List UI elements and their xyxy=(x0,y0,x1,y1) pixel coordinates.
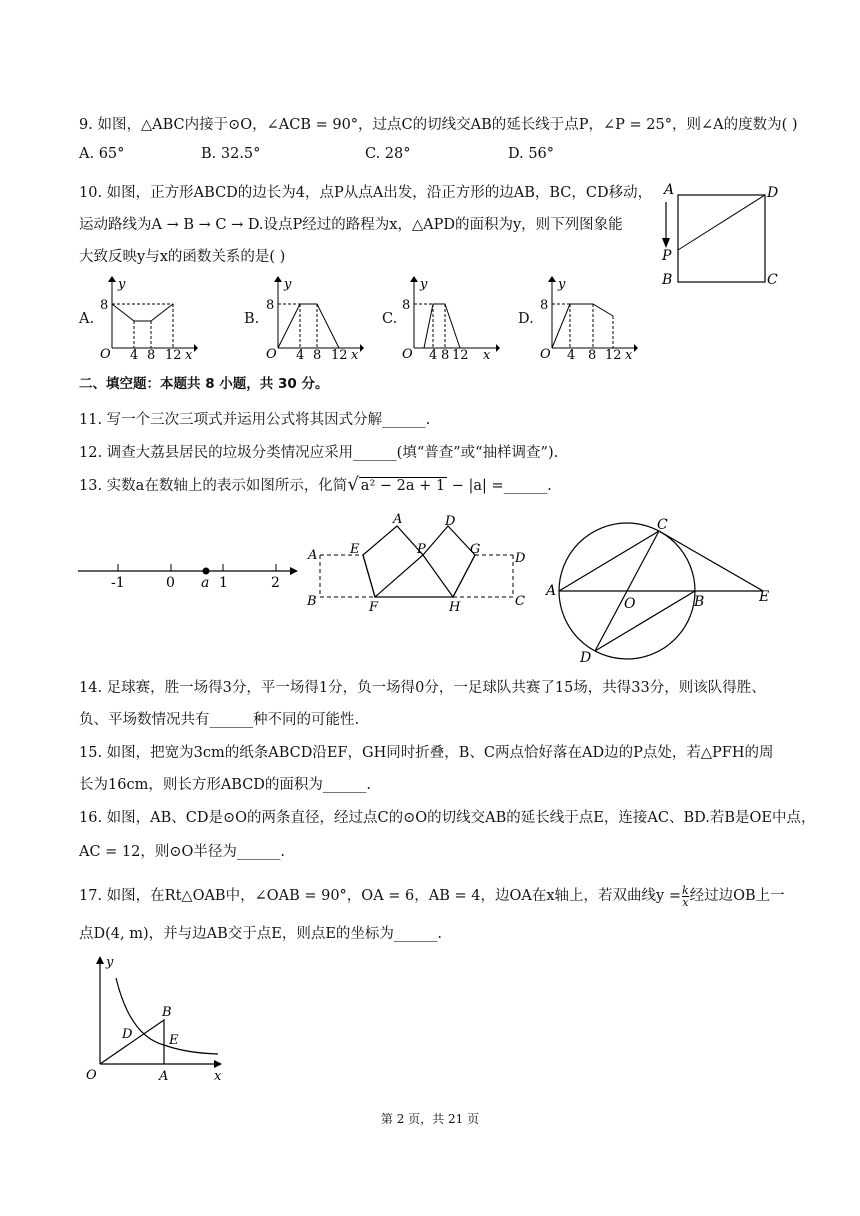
q13-prefix: 13. 实数a在数轴上的表示如图所示，化简 xyxy=(79,478,348,494)
q10-option-c-label: C. xyxy=(382,311,398,327)
ga-o: O xyxy=(100,347,111,360)
gb-t4: 4 xyxy=(296,348,305,360)
section-title-fill-in: 二、填空题：本题共 8 小题，共 30 分。 xyxy=(79,376,329,392)
fold-label-a-top: A xyxy=(393,512,403,527)
question-10-line2: 运动路线为A → B → C → D.设点P经过的路程为x，△APD的面积为y，则下列图象能 xyxy=(79,217,623,233)
q9-option-a: A. 65° xyxy=(79,146,125,162)
sqrt-symbol: √ xyxy=(347,474,359,495)
q13-radicand: a² − 2a + 1 xyxy=(360,478,446,494)
q13-suffix: − |a| =______. xyxy=(447,478,552,494)
circle-label-d: D xyxy=(580,650,592,665)
number-line-figure xyxy=(78,550,300,590)
sq-label-b: B xyxy=(662,272,673,288)
q17-frac-num: k xyxy=(681,883,689,897)
gb-y: y xyxy=(284,277,292,292)
nl-1: 1 xyxy=(219,575,228,590)
gd-x: x xyxy=(625,348,633,360)
question-14-line2: 负、平场数情况共有______种不同的可能性. xyxy=(79,712,360,728)
circle-label-b: B xyxy=(694,594,705,610)
question-16-line1: 16. 如图，AB、CD是⊙O的两条直径，经过点C的⊙O的切线交AB的延长线于点E，连接AC、BD.若B是OE中点， xyxy=(79,810,816,826)
question-15-line2: 长为16cm，则长方形ABCD的面积为______. xyxy=(79,777,372,793)
question-9: 9. 如图，△ABC内接于⊙O，∠ACB = 90°，过点C的切线交AB的延长线于点P，∠P = 25°，则∠A的度数为( ) xyxy=(79,117,798,133)
gc-o: O xyxy=(402,347,413,360)
gd-t12: 12 xyxy=(605,348,622,360)
q17-line1-part-a: 17. 如图，在Rt△OAB中，∠OAB = 90°，OA = 6，AB = 4，边OA在x轴上，若双曲线y = xyxy=(79,888,681,904)
sq-label-d: D xyxy=(767,185,779,201)
graph-a xyxy=(98,276,198,360)
gd-t8: 8 xyxy=(588,348,597,360)
gc-y: y xyxy=(420,277,428,292)
sq-label-a: A xyxy=(664,182,675,198)
fold-label-b: B xyxy=(307,594,317,609)
gb-8: 8 xyxy=(266,298,275,313)
q17-line1-part-b: 经过边OB上一 xyxy=(689,888,785,904)
q9-option-b: B. 32.5° xyxy=(201,146,261,162)
hyp-label-a: A xyxy=(159,1069,169,1084)
gb-o: O xyxy=(266,347,277,360)
fold-label-h: H xyxy=(449,600,461,615)
hyp-label-o: O xyxy=(86,1068,97,1083)
square-figure xyxy=(650,180,790,295)
graph-d xyxy=(538,276,638,360)
gd-y: y xyxy=(558,277,566,292)
gc-t8: 8 xyxy=(441,348,450,360)
question-17-line1 xyxy=(79,884,785,908)
gc-8: 8 xyxy=(402,298,411,313)
gc-t4: 4 xyxy=(429,348,438,360)
q10-option-a-label: A. xyxy=(79,311,95,327)
graph-b xyxy=(264,276,364,360)
gd-8: 8 xyxy=(540,298,549,313)
hyp-label-y: y xyxy=(106,955,114,970)
gd-t4: 4 xyxy=(567,348,576,360)
q9-option-d: D. 56° xyxy=(508,146,555,162)
sq-label-c: C xyxy=(767,272,778,288)
gb-x: x xyxy=(351,348,359,360)
question-12: 12. 调查大荔县居民的垃圾分类情况应采用______(填“普查”或“抽样调查”). xyxy=(79,445,559,461)
gc-x: x xyxy=(483,348,491,360)
nl-2: 2 xyxy=(271,575,280,590)
ga-x: x xyxy=(185,348,193,360)
q10-option-d-label: D. xyxy=(518,311,534,327)
hyp-label-x: x xyxy=(214,1069,222,1084)
question-11: 11. 写一个三次三项式并运用公式将其因式分解______. xyxy=(79,412,431,428)
hyp-label-e: E xyxy=(169,1033,179,1048)
ga-t4: 4 xyxy=(130,348,139,360)
nl-0: 0 xyxy=(166,575,175,590)
fold-label-d-top: D xyxy=(445,514,456,529)
question-16-line2: AC = 12，则⊙O半径为______. xyxy=(79,844,286,860)
circle-figure xyxy=(543,513,775,665)
question-10-line1: 10. 如图，正方形ABCD的边长为4，点P从点A出发，沿正方形的边AB，BC，CD移动， xyxy=(79,185,653,201)
gb-t12: 12 xyxy=(331,348,348,360)
question-10-line3: 大致反映y与x的函数关系的是( ) xyxy=(79,249,286,265)
q10-option-b-label: B. xyxy=(244,311,260,327)
q9-option-c: C. 28° xyxy=(365,146,411,162)
circle-label-a: A xyxy=(546,583,557,599)
fold-label-e: E xyxy=(350,542,360,557)
hyp-label-b: B xyxy=(162,1005,172,1020)
fold-label-g: G xyxy=(470,542,481,557)
fold-label-c: C xyxy=(515,594,525,609)
circle-label-c: C xyxy=(657,517,668,533)
hyp-label-d: D xyxy=(122,1027,133,1042)
ga-t8: 8 xyxy=(147,348,156,360)
circle-label-o: O xyxy=(624,596,636,612)
question-15-line1: 15. 如图，把宽为3cm的纸条ABCD沿EF，GH同时折叠，B、C两点恰好落在AD边的P点处，若△PFH的周 xyxy=(79,745,774,761)
q17-frac-den: x xyxy=(682,895,689,909)
q17-fraction xyxy=(682,885,689,908)
gd-o: O xyxy=(540,347,551,360)
ga-8: 8 xyxy=(100,298,109,313)
hyperbola-figure xyxy=(78,952,228,1087)
fold-figure xyxy=(303,510,533,616)
page-footer: 第 2 页，共 21 页 xyxy=(380,1112,480,1126)
sq-label-p: P xyxy=(662,248,672,264)
graph-c xyxy=(400,276,500,360)
gb-t8: 8 xyxy=(313,348,322,360)
nl-a: a xyxy=(201,575,210,590)
ga-y: y xyxy=(118,277,126,292)
question-13 xyxy=(79,474,552,495)
nl-minus1: -1 xyxy=(111,575,125,590)
circle-label-e: E xyxy=(759,589,770,605)
question-17-line2: 点D(4, m)，并与边AB交于点E，则点E的坐标为______. xyxy=(79,926,443,942)
fold-label-a: A xyxy=(308,548,318,563)
gc-t12: 12 xyxy=(452,348,469,360)
ga-t12: 12 xyxy=(165,348,182,360)
fold-label-f: F xyxy=(369,600,379,615)
fold-label-p: P xyxy=(417,542,426,557)
fold-label-d: D xyxy=(515,551,526,566)
question-14-line1: 14. 足球赛，胜一场得3分，平一场得1分，负一场得0分，一足球队共赛了15场，共得33分，则该队得胜、 xyxy=(79,680,766,696)
